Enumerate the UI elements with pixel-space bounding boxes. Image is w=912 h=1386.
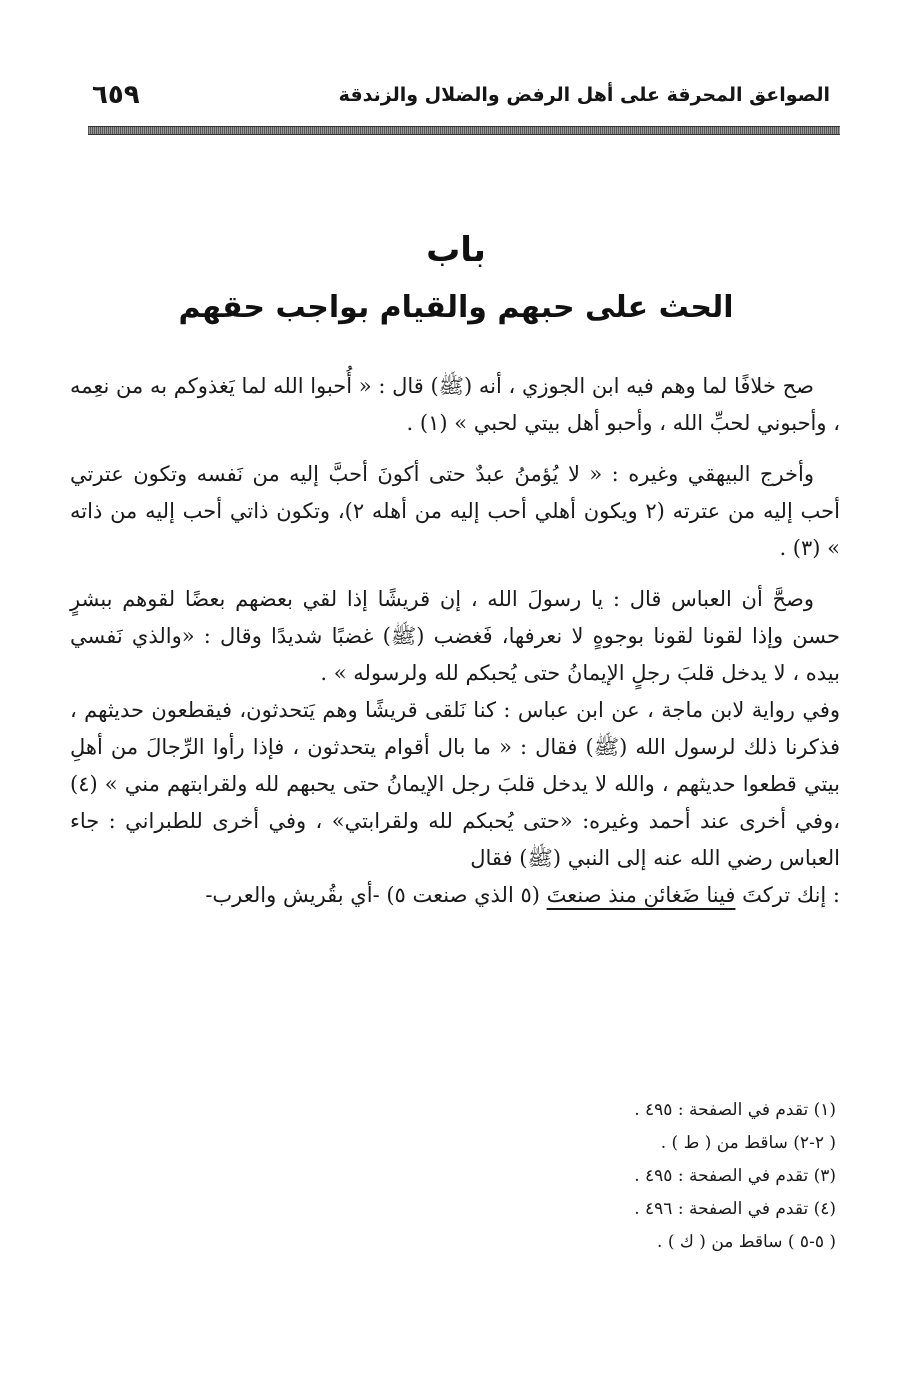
chapter-title: الحث على حبهم والقيام بواجب حقهم [178, 290, 734, 325]
header-rule [88, 126, 840, 135]
footnote-4: (٤) تقدم في الصفحة : ٤٩٦ . [634, 1199, 836, 1219]
paragraph-1: صح خلافًا لما وهم فيه ابن الجوزي ، أنه (ﷺ) قال : « أُحبوا الله لما يَغذوكم به من نعِمه ، وأحبوني لحبِّ الله ، وأحبو أهل بيتي لحبي » (١) . [70, 374, 840, 435]
footnote-2: ( ٢-٢) ساقط من ( ط ) . [660, 1133, 836, 1153]
paragraph-3: وصحَّ أن العباس قال : يا رسولَ الله ، إن قريشًا إذا لقي بعضهم بعضًا لقوهم ببشرٍ حسن وإذا لقونا لقونا بوجوهٍ لا نعرفها، فَغضب (ﷺ) غضبًا شديدًا وقال : «والذي نَفسي بيده ، لا يدخل قلبَ رجلٍ الإيمانُ حتى يُحبكم لله ولرسوله » . [70, 587, 840, 685]
page-number: ٦٥٩ [92, 80, 140, 110]
paragraph-4: وفي رواية لابن ماجة ، عن ابن عباس : كنا نَلقى قريشًا وهم يَتحدثون، فيقطعون حديثهم ، فذكرنا ذلك لرسول الله (ﷺ) فقال : « ما بال أقوام يتحدثون ، فإذا رأوا الرِّجالَ من أهلِ بيتي قطعوا حديثهم ، والله لا يدخل قلبَ رجل الإيمانُ حتى يحبهم لله ولقرابتهم مني » (٤) ،وفي أخرى عند أحمد وغيره: «حتى يُحبكم لله ولقرابتي» ، وفي أخرى للطبراني : جاء العباس رضي الله عنه إلى النبي (ﷺ) فقال [70, 698, 840, 870]
body-text [70, 368, 840, 928]
footnote-1: (١) تقدم في الصفحة : ٤٩٥ . [634, 1100, 836, 1120]
footnote-3: (٣) تقدم في الصفحة : ٤٩٥ . [634, 1166, 836, 1186]
footnotes [236, 1094, 836, 1259]
last-line-prefix: : إنك تركتَ [735, 883, 840, 907]
last-line-suffix: (٥ الذي صنعت ٥) -أي بقُريش والعرب- [205, 883, 547, 907]
footnote-5: ( ٥-٥ ) ساقط من ( ك ) . [657, 1232, 836, 1252]
running-title: الصواعق المحرقة على أهل الرفض والضلال والزندقة [338, 84, 830, 106]
paragraph-2: وأخرج البيهقي وغيره : « لا يُؤمنُ عبدٌ حتى أكونَ أحبَّ إليه من نَفسه وتكون عترتي أحب إليه من عترته (٢ ويكون أهلي أحب إليه من أهله ٢)، وتكون ذاتي أحب إليه من ذاته » (٣) . [70, 462, 840, 560]
chapter-label: باب [426, 230, 486, 270]
paragraph-4-last-line [70, 877, 840, 914]
last-line-underlined: فينا ضَغائن منذ صنعتَ [546, 883, 736, 907]
